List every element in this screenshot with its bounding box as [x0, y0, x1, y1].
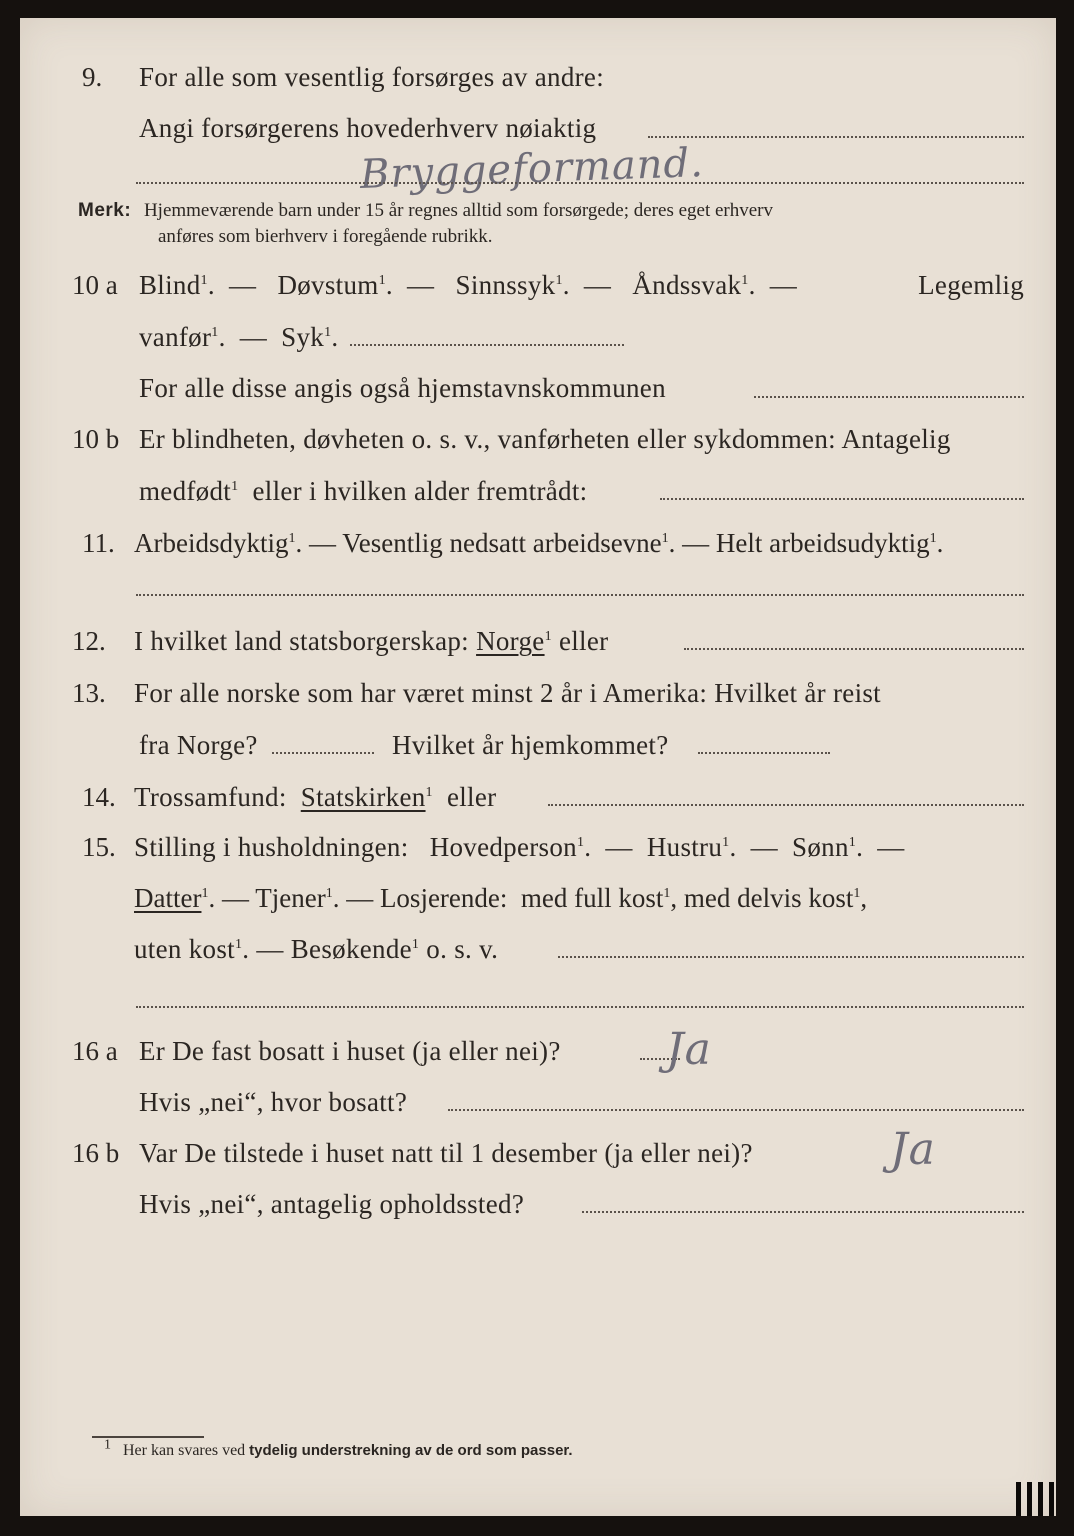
- q11-line: Arbeidsdyktig$^1$. — Vesentlig nedsatt arbeidsevne$^1$. — Helt arbeidsudyktig$^1$.: [134, 528, 944, 558]
- q15-tjener: Tjener: [255, 883, 326, 913]
- q11-arbeidsdyktig: Arbeidsdyktig: [134, 528, 289, 558]
- q15-stilling: Stilling i husholdningen:: [134, 832, 409, 862]
- q16b-number: 16 b: [72, 1138, 120, 1168]
- q15-line1: Stilling i husholdningen: Hovedperson$^1$. — Hustru$^1$. — Sønn$^1$. —: [134, 832, 905, 862]
- q13-hjem-fill-line: [698, 752, 830, 754]
- q16b-opholdssted-fill-line: [582, 1211, 1024, 1213]
- q14-line: Trossamfund: Statskirken$^1$ eller: [134, 782, 497, 812]
- q10a-kommune-fill-line: [754, 396, 1024, 398]
- q16b-handwritten-answer: Ja: [890, 1124, 936, 1175]
- q13-fra-fill-line: [272, 752, 374, 754]
- q16a-number: 16 a: [72, 1036, 118, 1066]
- q12-line: I hvilket land statsborgerskap: Norge$^1$ eller: [134, 626, 609, 656]
- merk-text1: Hjemmeværende barn under 15 år regnes alltid som forsørgede; deres eget erhverv: [143, 200, 773, 221]
- q10a-vanfor: vanfør: [139, 322, 212, 352]
- q10a-legemlig: Legemlig: [918, 270, 1024, 300]
- q10a-number: 10 a: [72, 270, 118, 300]
- q10a-syk: Syk: [281, 322, 325, 352]
- q15-full-kost: med full kost: [520, 883, 664, 913]
- merk-label: Merk:: [78, 200, 132, 221]
- q10b-number: 10 b: [72, 424, 120, 454]
- q9-line1: For alle som vesentlig forsørges av andre:: [139, 62, 604, 92]
- merk-text2: anføres som bierhverv i foregående rubrikk.: [158, 226, 493, 247]
- q11-answer-line: [136, 594, 1024, 596]
- q15-number: 15.: [82, 832, 116, 862]
- q15-losjerende: Losjerende:: [379, 883, 508, 913]
- q10a-line3: For alle disse angis også hjemstavnskommunen: [139, 373, 666, 403]
- q10b-fill-line: [660, 498, 1024, 500]
- q10a-line2: vanfør$^1$. — Syk$^1$.: [139, 322, 339, 352]
- q10a-blind: Blind: [139, 270, 201, 300]
- q9-number: 9.: [82, 62, 103, 92]
- q12-number: 12.: [72, 626, 106, 656]
- q14-fill-line: [548, 804, 1024, 806]
- q12-text: I hvilket land statsborgerskap:: [134, 626, 469, 656]
- q15-datter-underlined: Datter: [134, 883, 202, 913]
- q11-nedsatt: Vesentlig nedsatt arbeidsevne: [342, 528, 662, 558]
- q13-line1: For alle norske som har været minst 2 år i Amerika: Hvilket år reist: [134, 678, 881, 708]
- q9-fill-line: [648, 136, 1024, 138]
- q14-statskirken-underlined: Statskirken: [300, 782, 426, 812]
- q10a-line1: Blind$^1$. — Døvstum$^1$. — Sinnssyk$^1$. — Åndssvak$^1$. —: [139, 270, 798, 300]
- q14-number: 14.: [82, 782, 116, 812]
- census-form-page: [20, 18, 1056, 1516]
- q15-answer-line: [136, 1006, 1024, 1008]
- q11-number: 11.: [82, 528, 115, 558]
- q16a-bosatt-fill-line: [448, 1109, 1024, 1111]
- q15-line2: Datter$^1$. — Tjener$^1$. — Losjerende: med full kost$^1$, med delvis kost$^1$,: [134, 883, 868, 913]
- q13-hjemkommet: Hvilket år hjemkommet?: [392, 730, 669, 760]
- q15-hovedperson: Hovedperson: [429, 832, 577, 862]
- footnote-marker: 1: [104, 1437, 111, 1453]
- q12-eller: eller: [558, 626, 609, 656]
- q14-eller: eller: [446, 782, 497, 812]
- q9-answer-line: [136, 182, 1024, 184]
- footnote-part1: Her kan svares ved: [123, 1442, 246, 1459]
- q15-fill-line: [558, 956, 1024, 958]
- q16a-line2: Hvis „nei“, hvor bosatt?: [139, 1087, 408, 1117]
- q9-handwritten-answer: Bryggeformand.: [359, 140, 705, 198]
- q16b-line2: Hvis „nei“, antagelig opholdssted?: [139, 1189, 525, 1219]
- q16a-line1: Er De fast bosatt i huset (ja eller nei)?: [139, 1036, 561, 1066]
- q10a-dovstum: Døvstum: [277, 270, 379, 300]
- q15-sonn: Sønn: [792, 832, 849, 862]
- q10b-line2-rest: eller i hvilken alder fremtrådt:: [252, 476, 588, 506]
- q10b-line2: medfødt$^1$ eller i hvilken alder fremtrådt:: [139, 476, 588, 506]
- q12-norge-underlined: Norge: [476, 626, 545, 656]
- q16a-handwritten-answer: Ja: [666, 1024, 712, 1075]
- q9-line2: Angi forsørgerens hovederhverv nøiaktig: [139, 113, 597, 143]
- q15-hustru: Hustru: [646, 832, 723, 862]
- q10a-andssvak: Åndssvak: [632, 270, 742, 300]
- q15-line3: uten kost$^1$. — Besøkende$^1$ o. s. v.: [134, 934, 499, 964]
- q10a-syk-fill-line: [350, 344, 624, 346]
- q13-fra-norge: fra Norge?: [139, 730, 258, 760]
- scan-edge-marks: [1010, 1482, 1070, 1516]
- q15-uten-kost: uten kost: [134, 934, 235, 964]
- q15-besokende: Besøkende: [290, 934, 412, 964]
- q13-number: 13.: [72, 678, 106, 708]
- merk-note-line1: [78, 200, 773, 222]
- q10b-line1: Er blindheten, døvheten o. s. v., vanførheten eller sykdommen: Antagelig: [139, 424, 951, 454]
- q15-osv: o. s. v.: [426, 934, 499, 964]
- q11-udyktig: Helt arbeidsudyktig: [715, 528, 930, 558]
- q12-fill-line: [684, 648, 1024, 650]
- q16b-line1: Var De tilstede i huset natt til 1 desember (ja eller nei)?: [139, 1138, 753, 1168]
- footnote-part2: tydelig understrekning av de ord som passer.: [249, 1442, 573, 1459]
- q10a-sinnssyk: Sinnssyk: [455, 270, 556, 300]
- q15-delvis-kost: med delvis kost: [683, 883, 854, 913]
- q14-text: Trossamfund:: [134, 782, 287, 812]
- q10b-medfodt: medfødt: [139, 476, 232, 506]
- footnote: [104, 1437, 573, 1460]
